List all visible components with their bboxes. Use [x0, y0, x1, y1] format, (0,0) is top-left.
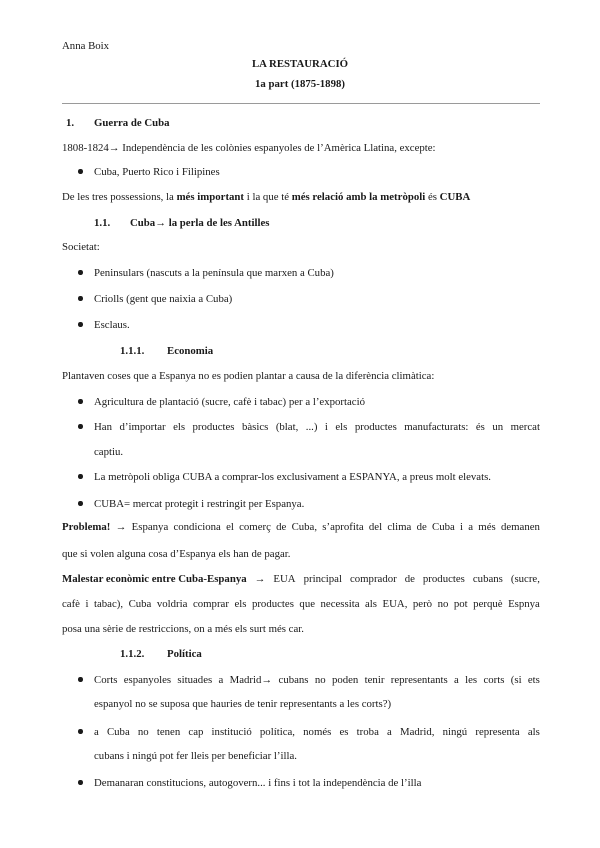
- bullet-icon: [78, 270, 83, 275]
- word: Cuba: [432, 521, 455, 533]
- word: Cuba: [128, 598, 152, 610]
- economia-item-2-line-1: [94, 420, 540, 434]
- word: no: [437, 598, 449, 610]
- malestar-line-1: [62, 572, 540, 586]
- word: ningú: [442, 726, 468, 738]
- word: tenir: [364, 674, 385, 686]
- word: productes: [251, 598, 294, 610]
- word: EUA,: [382, 598, 408, 610]
- word: Espanya: [131, 521, 169, 533]
- word: que: [299, 598, 316, 610]
- societat-label: Societat:: [62, 241, 100, 253]
- word: més: [478, 521, 496, 533]
- politica-item-1-line-1: [94, 673, 540, 687]
- word: Cuba: [106, 726, 130, 738]
- word: és: [475, 421, 485, 433]
- word: Madrid,: [399, 726, 435, 738]
- word: institució: [211, 726, 252, 738]
- word: principal: [303, 573, 342, 585]
- economia-item-2-line-2: captiu.: [94, 446, 124, 458]
- word: a: [218, 674, 224, 686]
- word: perquè: [473, 598, 503, 610]
- word: →: [254, 573, 266, 585]
- economia-item-4: CUBA= mercat protegit i restringit per Espanya.: [94, 498, 305, 510]
- word: ...): [305, 421, 318, 433]
- bullet-icon: [78, 322, 83, 327]
- bullet-cuba: Cuba, Puerto Rico i Filipines: [94, 166, 220, 178]
- word: productes: [192, 421, 235, 433]
- paragraph-possessions: De les tres possessions, la més important i la que té més relació amb la metròpoli és CUBA: [62, 191, 471, 203]
- word: →: [115, 521, 127, 533]
- word: a: [94, 726, 99, 738]
- word: (si: [510, 674, 522, 686]
- section-1-number: 1.: [66, 117, 75, 129]
- word: manufacturats:: [404, 421, 469, 433]
- section-1-1-2-heading: Política: [167, 648, 202, 660]
- paragraph-1808: 1808-1824→ Independència de les colònies espanyoles de l’Amèrica Llatina, excepte:: [62, 142, 436, 154]
- word: Espnya: [508, 598, 540, 610]
- word: voldria: [156, 598, 188, 610]
- word: i: [85, 598, 89, 610]
- section-1-heading: Guerra de Cuba: [94, 117, 170, 129]
- word: bàsics: [241, 421, 269, 433]
- malestar-line-2: [62, 597, 540, 611]
- bullet-icon: [78, 296, 83, 301]
- word: el: [226, 521, 234, 533]
- word: als: [527, 726, 540, 738]
- societat-item: Criolls (gent que naixia a Cuba): [94, 293, 233, 305]
- bullet-icon: [78, 677, 83, 682]
- word: els: [234, 598, 247, 610]
- word: mercat: [510, 421, 540, 433]
- problema-line-1: [62, 520, 540, 534]
- bullet-icon: [78, 501, 83, 506]
- word: corts: [483, 674, 505, 686]
- word: i: [460, 521, 464, 533]
- word: als: [365, 598, 377, 610]
- word: pot: [453, 598, 468, 610]
- word: es: [339, 726, 349, 738]
- word: espanyoles: [123, 674, 172, 686]
- word: Madrid→: [229, 674, 273, 686]
- word: cafè: [62, 598, 80, 610]
- word: les: [465, 674, 478, 686]
- bullet-icon: [78, 474, 83, 479]
- word: tabac),: [93, 598, 124, 610]
- politica-item-3: Demanaran constitucions, autogovern... i fins i tot la independència de l’illa: [94, 777, 422, 789]
- problema-label: Problema!: [62, 521, 111, 533]
- word: s’aprofita: [322, 521, 364, 533]
- word: no: [137, 726, 149, 738]
- politica-item-2-line-2: cubans i ningú pot fer lleis per beneficiar l’illa.: [94, 750, 297, 762]
- word: comprador: [349, 573, 397, 585]
- politica-item-2-line-1: [94, 725, 540, 739]
- word: i: [324, 421, 328, 433]
- economia-item-3: La metròpoli obliga CUBA a comprar-los exclusivament a ESPANYA, a preus molt elevats.: [94, 471, 491, 483]
- page-title: LA RESTAURACIÓ: [251, 58, 349, 70]
- bullet-icon: [78, 729, 83, 734]
- word: condiciona: [173, 521, 221, 533]
- bullet-icon: [78, 780, 83, 785]
- paragraph-plantaven: Plantaven coses que a Espanya no es podien plantar a causa de la diferència climàtica:: [62, 370, 435, 382]
- word: de: [276, 521, 287, 533]
- section-1-1-1-heading: Economia: [167, 345, 214, 357]
- word: productes: [354, 421, 397, 433]
- word: troba: [356, 726, 379, 738]
- word: representa: [475, 726, 520, 738]
- word: productes: [422, 573, 465, 585]
- word: a: [454, 674, 459, 686]
- word: (blat,: [275, 421, 299, 433]
- societat-item: Peninsulars (nascuts a la península que marxen a Cuba): [94, 267, 334, 279]
- word: però: [412, 598, 433, 610]
- word: Cuba,: [291, 521, 318, 533]
- section-1-1-number: 1.1.: [94, 217, 111, 229]
- word: cubans: [278, 674, 309, 686]
- word: a: [387, 726, 392, 738]
- word: de: [416, 521, 427, 533]
- bullet-icon: [78, 169, 83, 174]
- malestar-line-3: posa una sèrie de restriccions, on a més els surt més car.: [62, 623, 304, 635]
- section-1-1-2-number: 1.1.2.: [120, 648, 145, 660]
- word: un: [492, 421, 504, 433]
- word: Corts: [94, 674, 118, 686]
- author-name: Anna Boix: [62, 40, 110, 52]
- word: clima: [387, 521, 412, 533]
- economia-item-1: Agricultura de plantació (sucre, cafè i tabac) per a l’exportació: [94, 396, 365, 408]
- word: comprar: [192, 598, 229, 610]
- malestar-label: Malestar econòmic entre Cuba-Espanya: [62, 573, 247, 585]
- word: poden: [331, 674, 359, 686]
- problema-line-2: que si volen alguna cosa d’Espanya els han de pagar.: [62, 548, 291, 560]
- word: situades: [177, 674, 213, 686]
- word: EUA: [273, 573, 296, 585]
- word: d’importar: [119, 421, 166, 433]
- header-divider: [62, 103, 540, 104]
- word: representants: [390, 674, 448, 686]
- word: Han: [94, 421, 112, 433]
- word: els: [335, 421, 348, 433]
- page-subtitle: 1a part (1875-1898): [255, 78, 345, 90]
- word: comerç: [239, 521, 271, 533]
- word: cubans: [472, 573, 503, 585]
- word: només: [303, 726, 332, 738]
- word: del: [368, 521, 383, 533]
- word: de: [404, 573, 415, 585]
- word: cap: [188, 726, 204, 738]
- bullet-icon: [78, 424, 83, 429]
- section-1-1-heading: Cuba→ la perla de les Antilles: [130, 217, 270, 229]
- word: (sucre,: [510, 573, 540, 585]
- bullet-icon: [78, 399, 83, 404]
- section-1-1-1-number: 1.1.1.: [120, 345, 145, 357]
- word: els: [173, 421, 186, 433]
- word: tenen: [156, 726, 181, 738]
- word: no: [314, 674, 326, 686]
- societat-item: Esclaus.: [94, 319, 130, 331]
- word: política,: [259, 726, 295, 738]
- word: ets: [527, 674, 540, 686]
- word: demanen: [500, 521, 540, 533]
- word: necessita: [320, 598, 360, 610]
- word: a: [468, 521, 474, 533]
- politica-item-1-line-2: espanyol no se suposa que hauries de tenir representants a les corts?): [94, 698, 392, 710]
